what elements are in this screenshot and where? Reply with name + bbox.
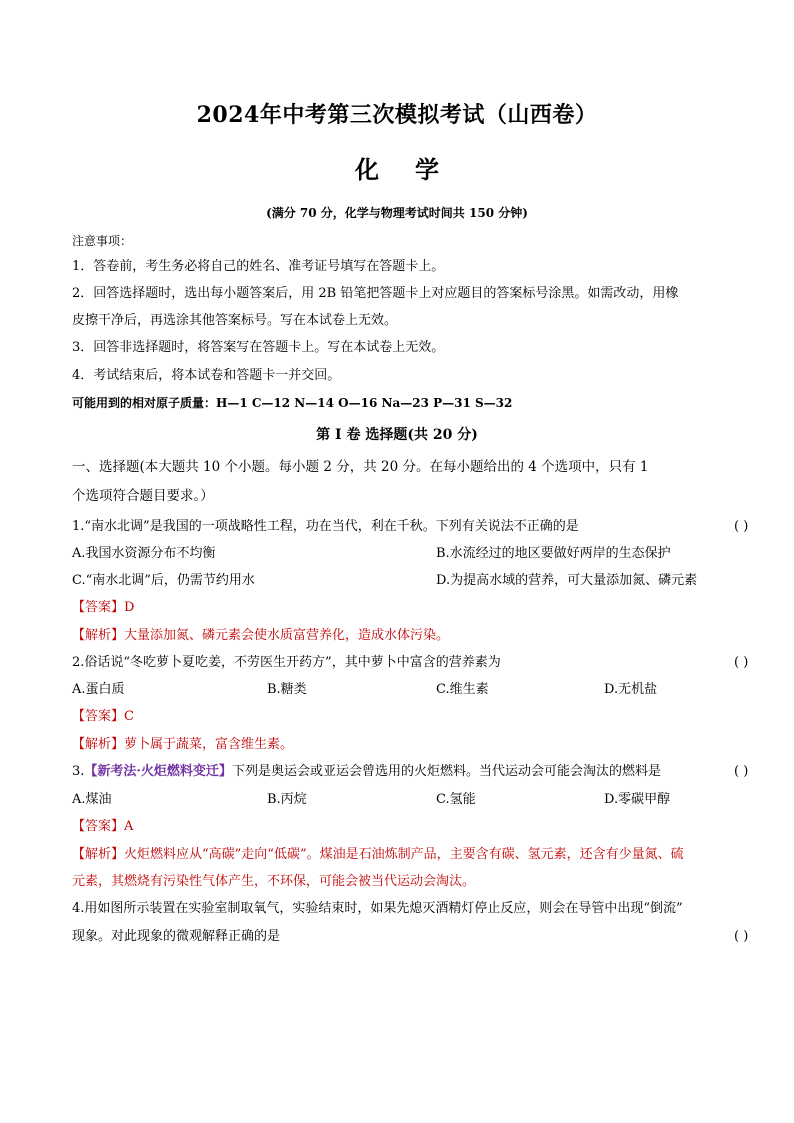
q1-option-d: D.为提高水域的营养，可大量添加氮、磷元素	[436, 573, 698, 588]
q2-option-d: D.无机盐	[604, 682, 658, 697]
q4-answer-paren: ( )	[734, 929, 749, 944]
q3-number: 3.	[72, 764, 85, 779]
q2-answer-paren: ( )	[734, 655, 749, 670]
notice-item-2-cont: 皮擦干净后，再选涂其他答案标号。写在本试卷上无效。	[72, 313, 398, 328]
q3-tag: 【新考法·火炬燃料变迁】	[84, 764, 232, 779]
answer-value: A	[124, 819, 134, 834]
q2-option-c: C.维生素	[436, 682, 489, 697]
answer-value: D	[124, 600, 135, 615]
q3-option-b: B.丙烷	[267, 792, 307, 807]
score-info: (满分 70 分，化学与物理考试时间共 150 分钟)	[266, 206, 528, 220]
analysis-label: 【解析】	[72, 628, 125, 643]
q3-analysis-line-2: 元素，其燃烧有污染性气体产生，不环保，可能会被当代运动会淘汰。	[72, 874, 476, 889]
q2-analysis	[72, 736, 293, 754]
notice-item-2: 2．回答选择题时，选出每小题答案后，用 2B 铅笔把答题卡上对应题目的答案标号涂黑。如需改动，用橡	[72, 286, 679, 301]
answer-label: 【答案】	[72, 600, 125, 615]
q3-stem	[72, 763, 661, 781]
analysis-label: 【解析】	[72, 737, 125, 752]
subject-char-1: 化	[355, 155, 379, 184]
analysis-text: 大量添加氮、磷元素会使水质富营养化，造成水体污染。	[124, 628, 450, 643]
analysis-label: 【解析】	[72, 847, 125, 862]
analysis-text: 火炬燃料应从“高碳”走向“低碳”。煤油是石油炼制产品，主要含有碳、氢元素，还含有少量氮、硫	[124, 847, 684, 862]
exam-title: 2024年中考第三次模拟考试（山西卷）	[196, 102, 598, 128]
section-title: 第 I 卷 选择题(共 20 分)	[316, 427, 478, 443]
q4-stem-line-1: 4.用如图所示装置在实验室制取氧气，实验结束时，如果先熄灭酒精灯停止反应，则会在导管中出现“倒流”	[72, 901, 683, 916]
q1-answer	[72, 599, 134, 617]
notice-heading: 注意事项：	[72, 234, 133, 248]
q1-option-a: A.我国水资源分布不均衡	[72, 546, 216, 561]
q2-answer	[72, 708, 134, 726]
q1-analysis	[72, 627, 449, 645]
q3-answer	[72, 818, 133, 836]
q1-answer-paren: ( )	[734, 519, 749, 534]
subject-title	[0, 150, 794, 185]
q4-stem-line-2: 现象。对此现象的微观解释正确的是	[72, 929, 281, 944]
notice-item-4: 4．考试结束后，将本试卷和答题卡一并交回。	[72, 368, 341, 383]
answer-value: C	[124, 709, 134, 724]
q3-option-d: D.零碳甲醇	[604, 792, 671, 807]
q3-answer-paren: ( )	[734, 764, 749, 779]
q1-option-c: C.“南水北调”后，仍需节约用水	[72, 573, 255, 588]
q3-analysis-line-1	[72, 846, 684, 864]
answer-label: 【答案】	[72, 819, 125, 834]
section-intro-line-2: 个选项符合题目要求。）	[72, 488, 214, 504]
q3-stem-text: 下列是奥运会或亚运会曾选用的火炬燃料。当代运动会可能会淘汰的燃料是	[231, 764, 661, 779]
notice-item-1: 1．答卷前，考生务必将自己的姓名、准考证号填写在答题卡上。	[72, 259, 445, 274]
q2-option-b: B.糖类	[267, 682, 307, 697]
subject-char-2: 学	[415, 155, 439, 184]
notice-item-3: 3．回答非选择题时，将答案写在答题卡上。写在本试卷上无效。	[72, 340, 445, 355]
q2-stem: 2.俗话说“冬吃萝卜夏吃姜，不劳医生开药方”，其中萝卜中富含的营养素为	[72, 655, 501, 670]
q3-option-c: C.氢能	[436, 792, 476, 807]
atomic-masses: 可能用到的相对原子质量：H—1 C—12 N—14 O—16 Na—23 P—31 S—32	[72, 396, 513, 410]
q1-stem: 1.“南水北调”是我国的一项战略性工程，功在当代，利在千秋。下列有关说法不正确的是	[72, 519, 579, 534]
answer-label: 【答案】	[72, 709, 125, 724]
analysis-text: 萝卜属于蔬菜，富含维生素。	[124, 737, 294, 752]
section-intro-line-1: 一、选择题(本大题共 10 个小题。每小题 2 分，共 20 分。在每小题给出的 4 个选项中，只有 1	[72, 459, 649, 475]
q1-option-b: B.水流经过的地区要做好两岸的生态保护	[436, 546, 671, 561]
q3-option-a: A.煤油	[72, 792, 112, 807]
q2-option-a: A.蛋白质	[72, 682, 125, 697]
